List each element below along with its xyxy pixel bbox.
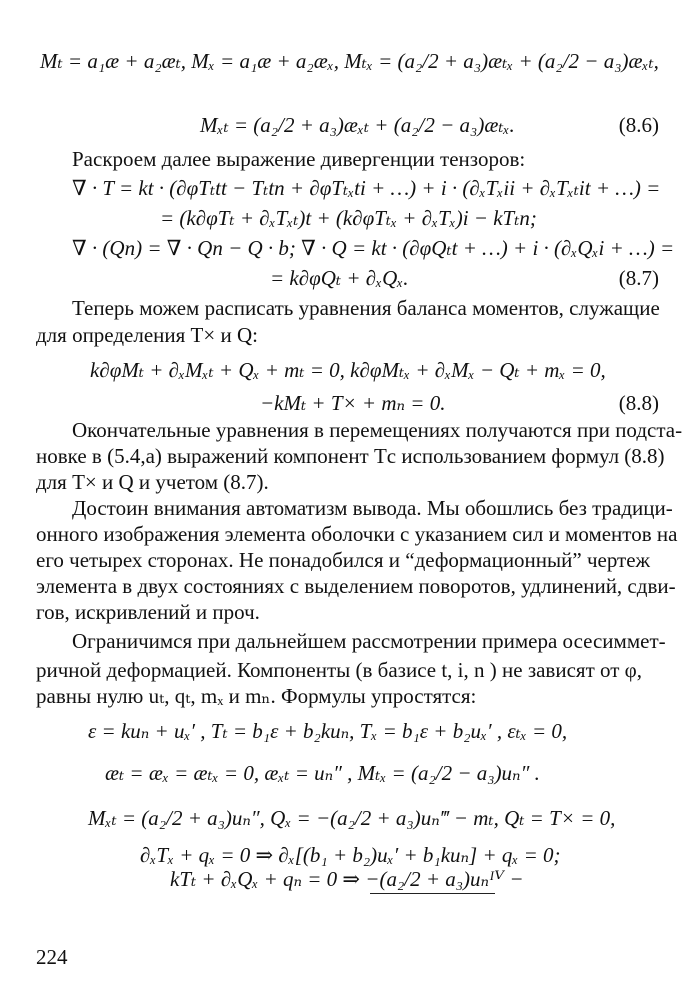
para-auto-5: гов, искривлений и проч. [36,600,260,624]
eq-8-8-label: (8.8) [618,391,659,415]
eq-simplified-4: ∂ₓTₓ + qₓ = 0 ⇒ ∂ₓ[(b₁ + b₂)uₓ′ + b₁kuₙ] + qₓ = 0; [140,843,561,867]
para-final-1: Окончательные уравнения в перемещениях получаются при подста- [72,418,683,442]
para-divergence-intro: Раскроем далее выражение дивергенции тензоров: [72,147,526,171]
para-sym-1: Ограничимся при дальнейшем рассмотрении примера осесиммет- [72,629,666,653]
para-final-3: для T× и Q и учетом (8.7). [36,470,269,494]
eq-8-7-line-3: ∇ · (Qn) = ∇ · Qn − Q · b; ∇ · Q = kt · (∂φQₜt + …) + i · (∂ₓQₓi + …) = [72,236,675,260]
eq-simplified-1: ε = kuₙ + uₓ′ , Tₜ = b₁ε + b₂kuₙ, Tₓ = b₁ε + b₂uₓ′ , εₜₓ = 0, [88,719,568,743]
eq-8-6-line-1: Mₜ = a₁æ + a₂æₜ, Mₓ = a₁æ + a₂æₓ, Mₜₓ = (a₂/2 + a₃)æₜₓ + (a₂/2 − a₃)æₓₜ, [40,49,659,73]
eq-8-6-label: (8.6) [618,113,659,137]
eq-simplified-3: Mₓₜ = (a₂/2 + a₃)uₙ″, Qₓ = −(a₂/2 + a₃)uₙ‴ − mₜ, Qₜ = T× = 0, [88,806,616,830]
para-auto-2: онного изображения элемента оболочки с указанием сил и моментов на [36,522,678,546]
eq-8-7-label: (8.7) [618,266,659,290]
eq-8-7-line-1: ∇ · T = kt · (∂φTₜtt − Tₜtn + ∂φTₜₓti + …) + i · (∂ₓTₓii + ∂ₓTₓₜit + …) = [72,176,661,200]
eq-8-7-line-4-text: = k∂φQₜ + ∂ₓQₓ. [270,266,409,290]
para-final-2: новке в (5.4,а) выражений компонент Tс использованием формул (8.8) [36,444,665,468]
para-auto-3: его четырех сторонах. Не понадобился и “деформационный” чертеж [36,548,651,572]
para-sym-3: равны нулю uₜ, qₜ, mₓ и mₙ. Формулы упростятся: [36,684,477,708]
eq-8-7-line-2: = (k∂φTₜ + ∂ₓTₓₜ)t + (k∂φTₜₓ + ∂ₓTₓ)i − kTₜn; [160,206,537,230]
eq-8-6-line-2-text: Mₓₜ = (a₂/2 + a₃)æₓₜ + (a₂/2 − a₃)æₜₓ. [200,113,515,137]
eq-simplified-5: kTₜ + ∂ₓQₓ + qₙ = 0 ⇒ −(a₂/2 + a₃)uₙᴵⱽ − [170,867,524,891]
eq-simplified-2: æₜ = æₓ = æₜₓ = 0, æₓₜ = uₙ″ , Mₜₓ = (a₂/2 − a₃)uₙ″ . [105,761,540,785]
para-sym-2: ричной деформацией. Компоненты (в базисе t, i, n ) не зависят от φ, [36,658,643,682]
equation-continuation-rule [370,893,495,894]
eq-8-8-line-2-text: −kMₜ + T× + mₙ = 0. [260,391,446,415]
para-moment-1: Теперь можем расписать уравнения баланса моментов, служащие [72,296,660,320]
eq-8-8-line-1: k∂φMₜ + ∂ₓMₓₜ + Qₓ + mₜ = 0, k∂φMₜₓ + ∂ₓMₓ − Qₜ + mₓ = 0, [90,358,606,382]
page-number: 224 [36,945,68,969]
para-auto-1: Достоин внимания автоматизм вывода. Мы обошлись без традици- [72,496,673,520]
para-moment-2: для определения T× и Q: [36,323,258,347]
para-auto-4: элемента в двух состояниях с выделением поворотов, удлинений, сдви- [36,574,676,598]
